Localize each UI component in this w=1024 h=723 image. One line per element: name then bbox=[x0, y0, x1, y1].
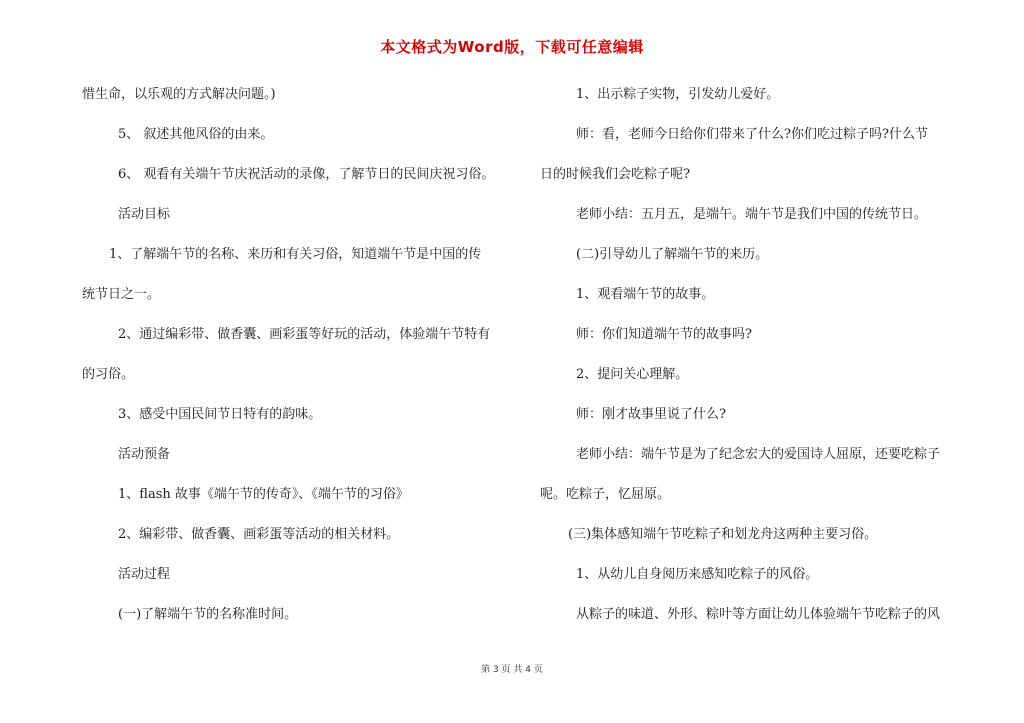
paragraph-line: 师：刚才故事里说了什么? bbox=[576, 407, 726, 422]
paragraph-line: 老师小结：五月五，是端午。端午节是我们中国的传统节日。 bbox=[576, 207, 928, 222]
paragraph-line: 日的时候我们会吃粽子呢? bbox=[540, 167, 690, 182]
paragraph-line: 师：看，老师今日给你们带来了什么?你们吃过粽子吗?什么节 bbox=[576, 127, 928, 142]
page-footer: 第 3 页 共 4 页 bbox=[481, 665, 543, 675]
document-banner: 本文格式为Word版，下载可任意编辑 bbox=[380, 38, 644, 56]
paragraph-line: 1、flash 故事《端午节的传奇》、《端午节的习俗》 bbox=[118, 487, 409, 502]
paragraph-line: (三)集体感知端午节吃粽子和划龙舟这两种主要习俗。 bbox=[568, 527, 878, 542]
section-heading: 活动目标 bbox=[118, 207, 171, 222]
paragraph-line: (二)引导幼儿了解端午节的来历。 bbox=[576, 247, 769, 262]
paragraph-line: 5、 叙述其他风俗的由来。 bbox=[118, 127, 274, 142]
paragraph-line: 6、 观看有关端午节庆祝活动的录像，了解节日的民间庆祝习俗。 bbox=[118, 167, 495, 182]
paragraph-line: 1、了解端午节的名称、来历和有关习俗，知道端午节是中国的传 bbox=[109, 247, 482, 262]
paragraph-line: 呢。吃粽子，忆屈原。 bbox=[540, 487, 671, 502]
paragraph-line: 1、观看端午节的故事。 bbox=[576, 287, 715, 302]
paragraph-line: 师：你们知道端午节的故事吗? bbox=[576, 327, 752, 342]
paragraph-line: 2、编彩带、做香囊、画彩蛋等活动的相关材料。 bbox=[118, 527, 400, 542]
paragraph-line: 2、通过编彩带、做香囊、画彩蛋等好玩的活动，体验端午节特有 bbox=[118, 327, 491, 342]
paragraph-line: 3、感受中国民间节日特有的韵味。 bbox=[118, 407, 322, 422]
paragraph-line: 的习俗。 bbox=[82, 367, 135, 382]
section-heading: 活动预备 bbox=[118, 447, 171, 462]
paragraph-line: 老师小结：端午节是为了纪念宏大的爱国诗人屈原，还要吃粽子 bbox=[576, 447, 941, 462]
paragraph-line: 2、提问关心理解。 bbox=[576, 367, 689, 382]
section-heading: 活动过程 bbox=[118, 567, 171, 582]
paragraph-line: 统节日之一。 bbox=[82, 287, 161, 302]
paragraph-line: 1、出示粽子实物，引发幼儿爱好。 bbox=[576, 87, 780, 102]
paragraph-line: 惜生命，以乐观的方式解决问题。) bbox=[82, 87, 276, 102]
paragraph-line: (一)了解端午节的名称准时间。 bbox=[118, 607, 298, 622]
paragraph-line: 1、从幼儿自身阅历来感知吃粽子的风俗。 bbox=[576, 567, 819, 582]
paragraph-line: 从粽子的味道、外形、粽叶等方面让幼儿体验端午节吃粽子的风 bbox=[576, 607, 941, 622]
